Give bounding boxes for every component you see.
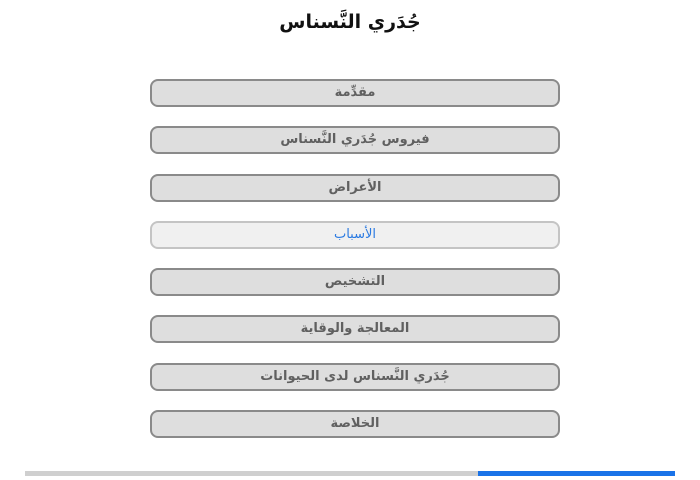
progress-bar	[25, 471, 675, 476]
menu-item-introduction[interactable]: مقدِّمة	[150, 79, 560, 107]
menu-item-causes[interactable]: الأسباب	[150, 221, 560, 249]
menu-item-diagnosis[interactable]: التشخيص	[150, 268, 560, 296]
page-title: جُدَري النَّسناس	[279, 11, 421, 33]
menu-item-animals[interactable]: جُدَري النَّسناس لدى الحيوانات	[150, 363, 560, 391]
menu-item-virus[interactable]: فيروس جُدَري النَّسناس	[150, 126, 560, 154]
menu-item-summary[interactable]: الخلاصة	[150, 410, 560, 438]
section-menu	[150, 79, 560, 457]
menu-item-symptoms[interactable]: الأعراض	[150, 174, 560, 202]
progress-bar-fill	[478, 471, 675, 476]
menu-item-treatment-prevention[interactable]: المعالجة والوقاية	[150, 315, 560, 343]
